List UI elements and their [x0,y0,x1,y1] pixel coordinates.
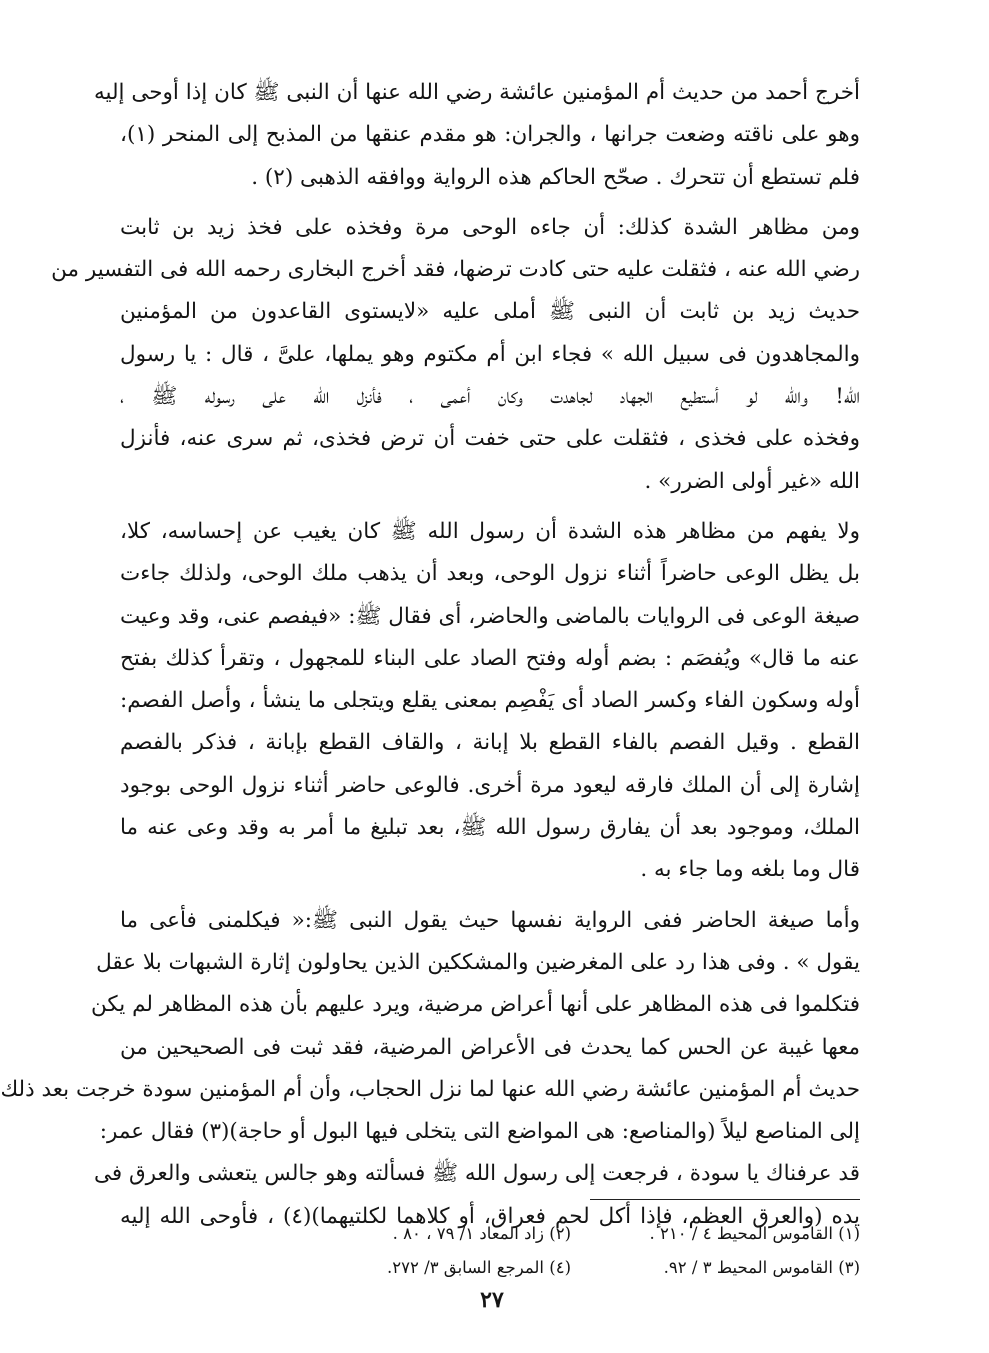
text-line: أوله وسكون الفاء وكسر الصاد أى يَفْصِم بمعنى يقلع ويتجلى ما ينشأ ، وأصل الفصم: [120,688,860,714]
text-line: معها غيبة عن الحس كما يحدث فى الأعراض المرضية، فقد ثبت فى الصحيحين من [120,1034,860,1060]
text-line: يقول » . وفى هذا رد على المغرضين والمشككين الذين يحاولون إثارة الشبهات بلا عقل [96,949,860,975]
paragraph-4 [0,900,860,1238]
text-line: قد عرفناك يا سودة ، فرجعت إلى رسول الله ﷺ فسألته وهو جالس يتعشى والعرق فى [93,1161,860,1187]
text-line: بل يظل الوعى حاضراً أثناء نزول الوحى، وبعد أن يذهب ملك الوحى، ولذلك جاءت [120,561,860,587]
paragraph-3 [120,511,860,892]
text-line: إشارة إلى أن الملك فارقه ليعود مرة أخرى. فالوعى حاضر أثناء نزول الوحى بوجود [120,772,860,798]
footnote-1: (١) القاموس المحيط ٤ / ٢١٠ . [649,1224,860,1243]
text-line: الله! والله لو أستطيع الجهاد لجاهدت وكان أعمى ، فأنزل الله على رسوله ﷺ ، [120,384,860,410]
text-line: حديث زيد بن ثابت أن النبى ﷺ أملى عليه «لايستوى القاعدون من المؤمنين [120,299,860,325]
text-line: وهو على ناقته وضعت جرانها ، والجران: هو مقدم عنقها من المذبح إلى المنحر (١)، [120,122,860,148]
footnote-4: (٤) المرجع السابق ٣/ ٢٧٢. [387,1258,571,1277]
text-line: ولا يفهم من مظاهر هذه الشدة أن رسول الله ﷺ كان يغيب عن إحساسه، كلا، [120,518,860,544]
text-line: الله «غير أولى الضرر» . [644,468,860,494]
footnotes [302,1222,860,1280]
text-line: حديث أم المؤمنين عائشة رضي الله عنها لما نزل الحجاب، وأن أم المؤمنين سودة خرجت بعد ذلك [0,1076,860,1102]
body-text [0,72,861,1238]
footnote-separator [590,1199,860,1200]
text-line: فتكلموا فى هذه المظاهر على أنها أعراض مرضية، ويرد عليهم بأن هذه المظاهر لم يكن [91,992,860,1018]
text-line: القطع . وقيل الفصم بالفاء القطع بلا إبانة ، والقاف القطع بإبانة ، فذكر بالفصم [120,730,860,756]
text-line: إلى المناصع ليلاً (والمناصع: هى المواضع التى يتخلى فيها البول أو حاجة)(٣) فقال عمر: [99,1119,860,1145]
text-line: قال وما بلغه وما جاء به . [640,857,860,883]
text-line: ومن مظاهر الشدة كذلك: أن جاءه الوحى مرة وفخذه على فخذ زيد بن ثابت [120,214,860,240]
footnote-2: (٢) زاد المعاد ١/ ٧٩ ، ٨٠ . [392,1224,571,1243]
paragraph-1 [93,72,860,199]
text-line: أخرج أحمد من حديث أم المؤمنين عائشة رضي الله عنها أن النبى ﷺ كان إذا أوحى إليه [93,80,860,105]
text-line: صيغة الوعى فى الروايات بالماضى والحاضر، أى فقال ﷺ: «فيفصم عنى، وقد وعيت [120,603,860,629]
text-line: الملك، وموجود بعد أن يفارق رسول الله ﷺ، بعد تبليغ ما أمر به وقد وعى عنه ما [120,815,860,841]
text-line: وأما صيغة الحاضر ففى الرواية نفسها حيث يقول النبى ﷺ:« فيكلمنى فأعى ما [120,907,860,933]
text-line: والمجاهدون فى سبيل الله » فجاء ابن أم مكتوم وهو يملها، علىَّ ، قال : يا رسول [120,341,860,367]
text-line: عنه ما قال» ويُفصَم : بضم أوله وفتح الصاد على البناء للمجهول ، وتقرأ كذلك بفتح [120,645,861,671]
page-number: ٢٧ [480,1287,504,1313]
paragraph-2 [51,207,860,503]
text-line: رضي الله عنه ، فثقلت عليه حتى كادت ترضها، فقد أخرج البخارى رحمه الله فى التفسير من [51,257,860,283]
footnote-3: (٣) القاموس المحيط ٣ / ٩٢. [663,1258,860,1277]
text-line: يده (والعرق العظم، فإذا أكل لحم فعراق، أو كلاهما لكلتيهما)(٤) ، فأوحى الله إليه [120,1203,860,1229]
text-line: فلم تستطع أن تتحرك . صحّح الحاكم هذه الرواية ووافقه الذهبى (٢) . [251,164,860,190]
text-line: وفخذه على فخذى ، فثقلت على حتى خفت أن ترض فخذى، ثم سرى عنه، فأنزل [120,426,860,452]
